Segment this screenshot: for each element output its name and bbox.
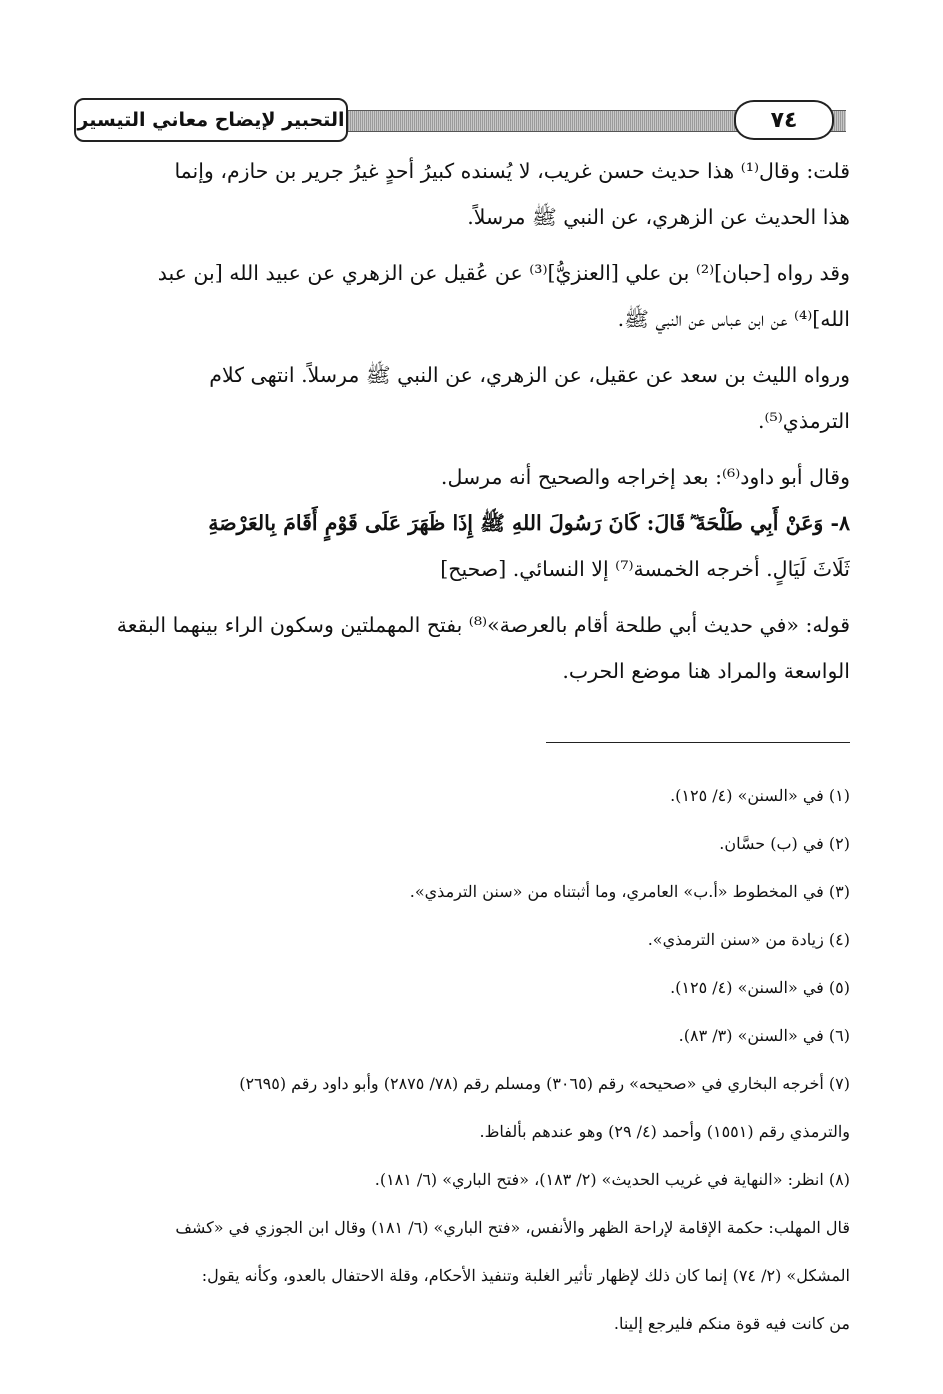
commentary-line: قوله: «في حديث أبي طلحة أقام بالعرصة»⁽⁸⁾ بفتح المهملتين وسكون الراء بينهما البقعة <box>116 613 850 637</box>
body-line: هذا الحديث عن الزهري، عن النبي ﷺ مرسلاً. <box>467 205 850 229</box>
footnote: (٥) في «السنن» (٤/ ١٢٥). <box>670 978 850 997</box>
page-header <box>74 98 846 142</box>
footnote: والترمذي رقم (١٥٥١) وأحمد (٤/ ٢٩) وهو عندهم بألفاظ. <box>479 1122 850 1141</box>
footnote: من كانت فيه قوة منكم فليرجع إلينا. <box>613 1314 850 1333</box>
footnote: (٧) أخرجه البخاري في «صحيحه» رقم (٣٠٦٥) ومسلم رقم (٧٨/ ٢٨٧٥) وأبو داود رقم (٢٦٩٥) <box>239 1074 850 1093</box>
footnote: (١) في «السنن» (٤/ ١٢٥). <box>670 786 850 805</box>
body-line: قلت: وقال⁽¹⁾ هذا حديث حسن غريب، لا يُسنده كبيرُ أحدٍ غيرُ جرير بن حازم، وإنما <box>174 159 850 183</box>
footnote: (٢) في (ب) حسَّان. <box>719 834 850 853</box>
footnotes <box>76 772 850 1348</box>
hadith-line: ثَلَاثَ لَيَالٍ. أخرجه الخمسة⁽⁷⁾ إلا النسائي. [صحيح] <box>440 557 850 581</box>
book-title: التحبير لإيضاح معاني التيسير <box>74 98 348 142</box>
hadith-line: ٨- وَعَنْ أَبِي طَلْحَةَ ؓ قَالَ: كَانَ رَسُولَ اللهِ ﷺ إِذَا ظَهَرَ عَلَى قَوْمٍ أَقَامَ بِالعَرْصَةِ <box>208 511 850 535</box>
commentary-line: الواسعة والمراد هنا موضع الحرب. <box>562 659 850 683</box>
footnote: قال المهلب: حكمة الإقامة لإراحة الظهر والأنفس، «فتح الباري» (٦/ ١٨١) وقال ابن الجوزي في «كشف <box>175 1218 850 1237</box>
body-line: وقال أبو داود⁽⁶⁾: بعد إخراجه والصحيح أنه مرسل. <box>440 465 850 489</box>
main-text <box>76 148 850 694</box>
page-number: ٧٤ <box>734 100 834 140</box>
footnote-divider <box>546 742 850 743</box>
footnote: (٤) زيادة من «سنن الترمذي». <box>647 930 850 949</box>
footnote: (٣) في المخطوط «أ.ب» العامري، وما أثبتناه من «سنن الترمذي». <box>409 882 850 901</box>
footnote: (٦) في «السنن» (٣/ ٨٣). <box>678 1026 850 1045</box>
footnote: المشكل» (٢/ ٧٤) إنما كان ذلك لإظهار تأثير الغلبة وتنفيذ الأحكام، وقلة الاحتفال بالعدو، وكأنه يقول: <box>201 1266 850 1285</box>
body-line: الله]⁽⁴⁾ عن ابن عباس عن النبي ﷺ. <box>617 307 850 331</box>
body-line: الترمذي⁽⁵⁾. <box>757 409 850 433</box>
body-line: وقد رواه [حبان]⁽²⁾ بن علي [العنزيُّ]⁽³⁾ عن عُقيل عن الزهري عن عبيد الله [بن عبد <box>157 261 850 285</box>
footnote: (٨) انظر: «النهاية في غريب الحديث» (٢/ ١٨٣)، «فتح الباري» (٦/ ١٨١). <box>374 1170 850 1189</box>
body-line: ورواه الليث بن سعد عن عقيل، عن الزهري، عن النبي ﷺ مرسلاً. انتهى كلام <box>209 363 850 387</box>
